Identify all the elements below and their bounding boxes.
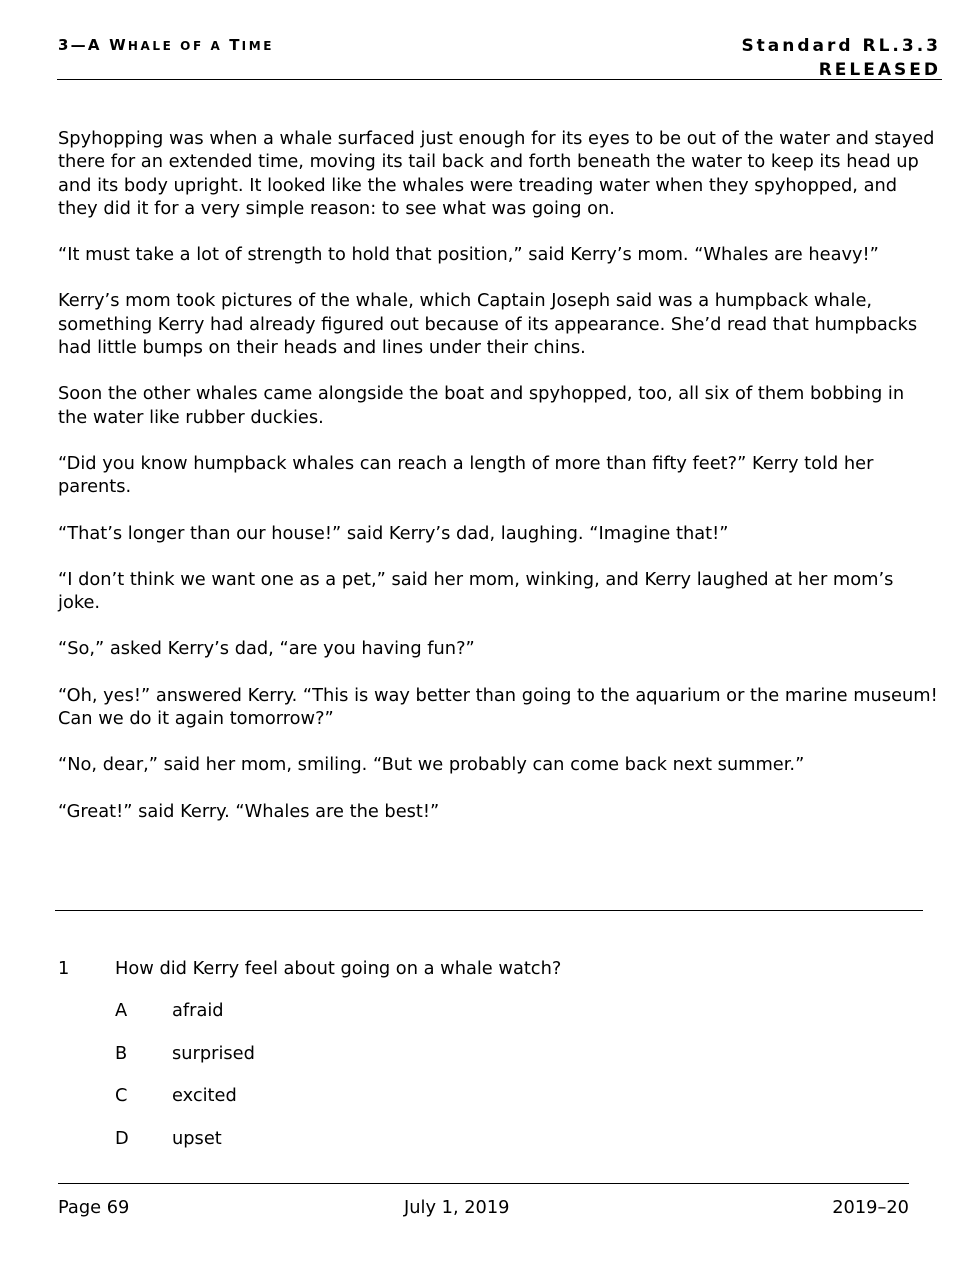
passage-paragraph: “Did you know humpback whales can reach a length of more than fifty feet?” Kerry told her parents. [58, 452, 874, 498]
passage-text [58, 127, 938, 846]
footer-year: 2019–20 [832, 1197, 909, 1218]
header-title-part: T [229, 36, 242, 54]
footer-date: July 1, 2019 [404, 1197, 510, 1218]
page-header-standard-block [741, 34, 941, 82]
passage-paragraph: “Oh, yes!” answered Kerry. “This is way better than going to the aquarium or the marine museum! Can we do it again tomorrow?” [58, 684, 938, 730]
answer-choice-c[interactable] [115, 1084, 237, 1108]
passage-paragraph: “That’s longer than our house!” said Kerry’s dad, laughing. “Imagine that!” [58, 522, 729, 544]
header-title-part: IME [241, 39, 275, 53]
standard-label: Standard RL.3.3 [741, 36, 941, 56]
answer-choice-b[interactable] [115, 1042, 255, 1066]
choice-letter: C [115, 1085, 128, 1106]
passage-paragraph: “No, dear,” said her mom, smiling. “But we probably can come back next summer.” [58, 754, 805, 776]
header-title-part: 3—A W [58, 36, 128, 54]
header-divider [57, 79, 942, 80]
page-number: Page 69 [58, 1197, 130, 1218]
choice-text: afraid [172, 1000, 224, 1021]
choice-text: upset [172, 1128, 222, 1149]
choice-letter: B [115, 1043, 128, 1064]
passage-paragraph: Spyhopping was when a whale surfaced just enough for its eyes to be out of the water and stayed there for an extended time, moving its tail back and forth beneath the water to keep its head up and its body upright. It looked like the whales were treading water when they spyhopped, and they did it for a very simple reason: to see what was going on. [58, 128, 935, 219]
footer-divider [58, 1183, 909, 1184]
header-title-part: HALE OF A [127, 39, 230, 53]
released-label: RELEASED [818, 60, 941, 80]
question-number: 1 [58, 958, 70, 979]
passage-paragraph: “So,” asked Kerry’s dad, “are you having fun?” [58, 638, 475, 660]
page-header-title [58, 36, 274, 54]
choice-text: excited [172, 1085, 237, 1106]
answer-choice-d[interactable] [115, 1127, 222, 1151]
answer-choice-a[interactable] [115, 999, 224, 1023]
choice-letter: A [115, 1000, 128, 1021]
section-divider [55, 910, 923, 911]
passage-paragraph: Soon the other whales came alongside the boat and spyhopped, too, all six of them bobbing in the water like rubber duckies. [58, 383, 905, 428]
passage-paragraph: Kerry’s mom took pictures of the whale, which Captain Joseph said was a humpback whale, something Kerry had already figured out because of its appearance. She’d read that humpbacks had little bumps on their heads and lines under their chins. [58, 290, 918, 359]
question-stem: How did Kerry feel about going on a whale watch? [115, 958, 562, 979]
passage-paragraph: “Great!” said Kerry. “Whales are the best!” [58, 800, 440, 822]
choice-text: surprised [172, 1043, 255, 1064]
passage-paragraph: “I don’t think we want one as a pet,” said her mom, winking, and Kerry laughed at her mom’s joke. [58, 568, 894, 614]
choice-letter: D [115, 1128, 129, 1149]
passage-paragraph: “It must take a lot of strength to hold that position,” said Kerry’s mom. “Whales are heavy!” [58, 244, 879, 266]
